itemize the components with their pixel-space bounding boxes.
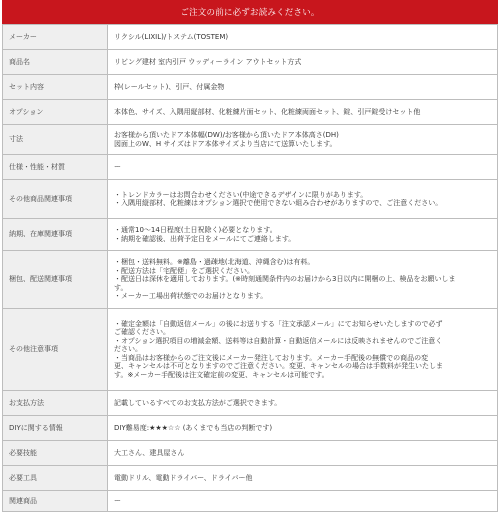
spec-value-line: リビング建材 室内引戸 ウッディーライン アウトセット方式	[114, 57, 302, 66]
spec-value-line: ださい。	[114, 345, 142, 354]
spec-row-label: 寸法	[3, 125, 108, 155]
spec-row-value	[108, 491, 498, 512]
spec-row-value	[108, 100, 498, 125]
spec-row-value	[108, 25, 498, 50]
notice-header-title: ご注文の前に必ずお読みください。	[180, 8, 320, 18]
spec-row-label: その他商品関連事項	[3, 180, 108, 219]
spec-row	[3, 219, 498, 251]
spec-row	[3, 309, 498, 391]
spec-value-line: リクシル(LIXIL)/トステム(TOSTEM)	[114, 32, 229, 41]
spec-value-line: 記載しているすべてのお支払方法がご選択できます。	[114, 398, 282, 407]
spec-row-value	[108, 50, 498, 75]
spec-row-label: 梱包、配送関連事項	[3, 251, 108, 309]
spec-row-value	[108, 155, 498, 180]
spec-value-line: ・オプション選択項目の増減金額、送料等は自動計算・自動返信メールには反映されませんのでご注意く	[114, 336, 443, 345]
spec-value-line: 電動ドリル、電動ドライバー、ドライバー他	[114, 473, 253, 482]
spec-row-value	[108, 441, 498, 466]
spec-row-label: その他注意事項	[3, 309, 108, 391]
spec-row-value	[108, 75, 498, 100]
spec-value-line: 本体色、サイズ、入隅用縦部材、化粧練片面セット、化粧練両面セット、錠、引戸錠受けセット他	[114, 107, 421, 116]
spec-row-label: 納期、在庫関連事項	[3, 219, 108, 251]
spec-row	[3, 180, 498, 219]
spec-row	[3, 125, 498, 155]
spec-row-label: お支払方法	[3, 391, 108, 416]
spec-value-line: ・メーカー工場出荷状態でのお届けとなります。	[114, 292, 268, 301]
spec-row-label: 必要技能	[3, 441, 108, 466]
spec-row-value	[108, 180, 498, 219]
spec-row	[3, 75, 498, 100]
spec-value-line: ・通常10～14日程度(土日祝除く)必要となります。	[114, 226, 277, 235]
spec-row-value	[108, 251, 498, 309]
spec-value-line: ・配送方法は「宅配便」をご選択ください。	[114, 266, 254, 275]
notice-header	[2, 0, 498, 24]
spec-value-line: ・確定金額は「自動返信メール」の後にお送りする「注文承認メール」にてお知らせいたしますので必ず	[114, 320, 443, 329]
spec-value-line: 更、キャンセルは不可となりますのでご注意ください。変更、キャンセルの場合は手数料が発生いたしま	[114, 362, 443, 371]
spec-row-label: 仕様・性能・材質	[3, 155, 108, 180]
spec-row-value	[108, 466, 498, 491]
spec-value-line: DIY難易度:★★★☆☆ (あくまでも当店の判断です)	[114, 423, 273, 432]
spec-row-label: セット内容	[3, 75, 108, 100]
spec-value-line: す。※メーカー手配後は注文確定前の変更、キャンセルは可能です。	[114, 370, 329, 379]
spec-value-line: ・当商品はお客様からのご注文後にメーカー発注しております。メーカー手配後の無償での商品の変	[114, 353, 429, 362]
spec-row	[3, 391, 498, 416]
spec-row	[3, 25, 498, 50]
spec-row-label: オプション	[3, 100, 108, 125]
spec-value-line: ー	[114, 496, 121, 505]
product-spec-table	[2, 24, 498, 512]
spec-row	[3, 466, 498, 491]
spec-row-value	[108, 309, 498, 391]
spec-row-value	[108, 391, 498, 416]
spec-row-value	[108, 219, 498, 251]
spec-row-label: 必要工具	[3, 466, 108, 491]
spec-value-line: 枠(レールセット)、引戸、付属金物	[114, 82, 225, 91]
spec-value-line: ご確認ください。	[114, 328, 170, 337]
spec-row	[3, 155, 498, 180]
spec-value-line: ・配送日は深休を適用しております。(※時刻通関条件内のお届けから3日以内に開梱の上、検品をお願いしま	[114, 275, 456, 284]
spec-row-label: DIYに関する情報	[3, 416, 108, 441]
spec-value-line: ・梱包・送料無料。※離島・過疎地(北海道、沖縄含む)は有料。	[114, 258, 315, 267]
spec-row	[3, 50, 498, 75]
spec-value-line: 大工さん、建具屋さん	[114, 448, 185, 457]
spec-row	[3, 441, 498, 466]
spec-row-label: 商品名	[3, 50, 108, 75]
spec-value-line: す。	[114, 283, 128, 292]
spec-value-line: ・入隅用縦部材、化粧練はオプション選択で使用できない組み合わせがありますので、ご注意ください。	[114, 199, 443, 207]
spec-row-label: メーカー	[3, 25, 108, 50]
spec-row	[3, 416, 498, 441]
spec-value-line: お客様から頂いたドア本体幅(DW)/お客様から頂いたドア本体高さ(DH)	[114, 131, 339, 140]
spec-row-value	[108, 125, 498, 155]
spec-row-value	[108, 416, 498, 441]
spec-value-line: ・トレンドカラーはお問合わせください(中途できるデザインに限りがあります。	[114, 190, 368, 199]
spec-table-body	[3, 25, 498, 512]
spec-value-line: 図面上のW、H サイズはドア本体サイズより当店にて送算いたします。	[114, 139, 337, 148]
spec-row	[3, 100, 498, 125]
spec-value-line: ・納期を確認後、出荷予定日をメールにてご連絡します。	[114, 234, 296, 243]
spec-row	[3, 251, 498, 309]
spec-row-label: 関連商品	[3, 491, 108, 512]
spec-value-line: ー	[114, 162, 121, 171]
spec-row	[3, 491, 498, 512]
